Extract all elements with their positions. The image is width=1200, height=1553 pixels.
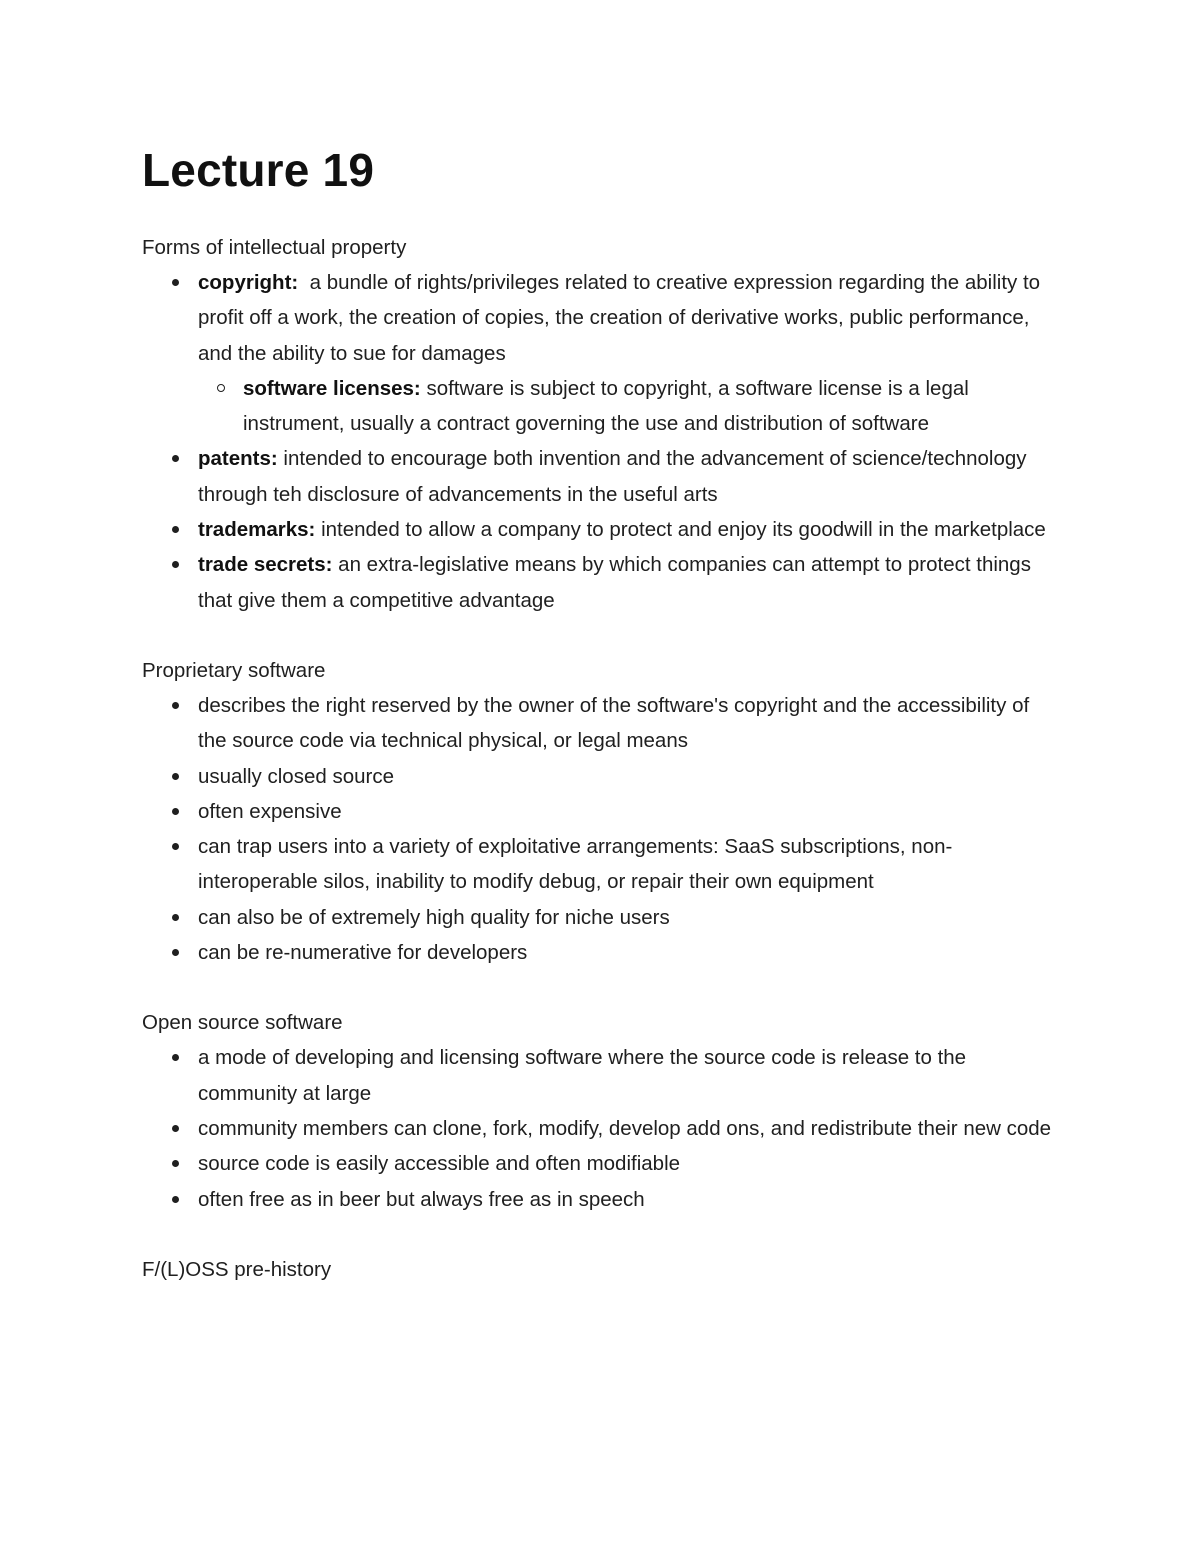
bullet-list bbox=[142, 1040, 1062, 1216]
list-item bbox=[142, 1040, 1062, 1111]
item-text: often expensive bbox=[198, 799, 342, 823]
list-item bbox=[142, 1182, 1062, 1217]
item-text: an extra-legislative means by which companies can attempt to protect things that give them a competitive advantage bbox=[198, 553, 1031, 612]
bullet-dot-icon bbox=[172, 1160, 179, 1167]
bullet-list bbox=[142, 265, 1062, 618]
item-text: usually closed source bbox=[198, 764, 394, 788]
item-text: can trap users into a variety of exploitative arrangements: SaaS subscriptions, non-interoperable silos, inability to modify debug, or repair their own equipment bbox=[198, 835, 953, 894]
term-label: trade secrets: bbox=[198, 553, 333, 577]
section-open-source-software bbox=[142, 1005, 1062, 1216]
sub-list-item bbox=[198, 371, 1062, 442]
bullet-dot-icon bbox=[172, 702, 179, 709]
term-label: copyright: bbox=[198, 271, 299, 294]
item-text: intended to allow a company to protect and enjoy its goodwill in the marketplace bbox=[315, 518, 1046, 542]
item-text: software is subject to copyright, a software license is a legal instrument, usually a contract governing the use and distribution of software bbox=[243, 376, 969, 436]
bullet-dot-icon bbox=[172, 773, 179, 780]
section-proprietary-software bbox=[142, 653, 1062, 970]
bullet-dot-icon bbox=[172, 949, 179, 956]
bullet-list bbox=[142, 688, 1062, 970]
bullet-dot-icon bbox=[172, 526, 179, 533]
bullet-dot-icon bbox=[172, 455, 179, 462]
document-page bbox=[142, 140, 1062, 1322]
section-heading: Open source software bbox=[142, 1011, 343, 1035]
list-item bbox=[142, 935, 1062, 970]
term-label: patents: bbox=[198, 447, 278, 471]
section-heading: Proprietary software bbox=[142, 658, 326, 682]
bullet-dot-icon bbox=[172, 1054, 179, 1061]
item-text: community members can clone, fork, modify, develop add ons, and redistribute their new code bbox=[198, 1116, 1052, 1140]
item-text: can be re-numerative for developers bbox=[198, 941, 528, 965]
item-text: can also be of extremely high quality for niche users bbox=[198, 905, 670, 929]
item-text: source code is easily accessible and often modifiable bbox=[198, 1152, 681, 1176]
item-text: often free as in beer but always free as in speech bbox=[198, 1187, 645, 1211]
list-item bbox=[142, 688, 1062, 759]
list-item bbox=[142, 441, 1062, 512]
bullet-dot-icon bbox=[172, 914, 179, 921]
bullet-dot-icon bbox=[172, 279, 179, 286]
list-item bbox=[142, 547, 1062, 618]
list-item bbox=[142, 900, 1062, 935]
section-floss-prehistory bbox=[142, 1252, 1062, 1287]
list-item bbox=[142, 794, 1062, 829]
bullet-dot-icon bbox=[172, 808, 179, 815]
item-text: intended to encourage both invention and the advancement of science/technology through teh disclosure of advancements in the useful arts bbox=[198, 447, 1027, 506]
bullet-dot-icon bbox=[172, 561, 179, 568]
bullet-dot-icon bbox=[172, 843, 179, 850]
list-item bbox=[142, 1111, 1062, 1146]
list-item bbox=[142, 759, 1062, 794]
bullet-dot-icon bbox=[172, 1196, 179, 1203]
page-title: Lecture 19 bbox=[142, 144, 375, 196]
item-text: describes the right reserved by the owner of the software's copyright and the accessibility of the source code via technical physical, or legal means bbox=[198, 693, 1030, 753]
term-label: trademarks: bbox=[198, 518, 316, 542]
section-intellectual-property bbox=[142, 230, 1062, 618]
list-item bbox=[142, 265, 1062, 441]
section-heading: Forms of intellectual property bbox=[142, 236, 407, 259]
hollow-bullet-icon bbox=[217, 384, 225, 392]
term-label: software licenses: bbox=[243, 376, 421, 400]
item-text: a bundle of rights/privileges related to creative expression regarding the ability to profit off a work, the creation of copies, the creation of derivative works, public performance, and the ability to sue for damages bbox=[198, 271, 1046, 365]
sub-bullet-list bbox=[198, 371, 1062, 442]
bullet-dot-icon bbox=[172, 1125, 179, 1132]
list-item bbox=[142, 1146, 1062, 1181]
item-text: a mode of developing and licensing software where the source code is release to the community at large bbox=[198, 1046, 967, 1105]
list-item bbox=[142, 829, 1062, 900]
list-item bbox=[142, 512, 1062, 547]
section-heading: F/(L)OSS pre-history bbox=[142, 1257, 332, 1281]
